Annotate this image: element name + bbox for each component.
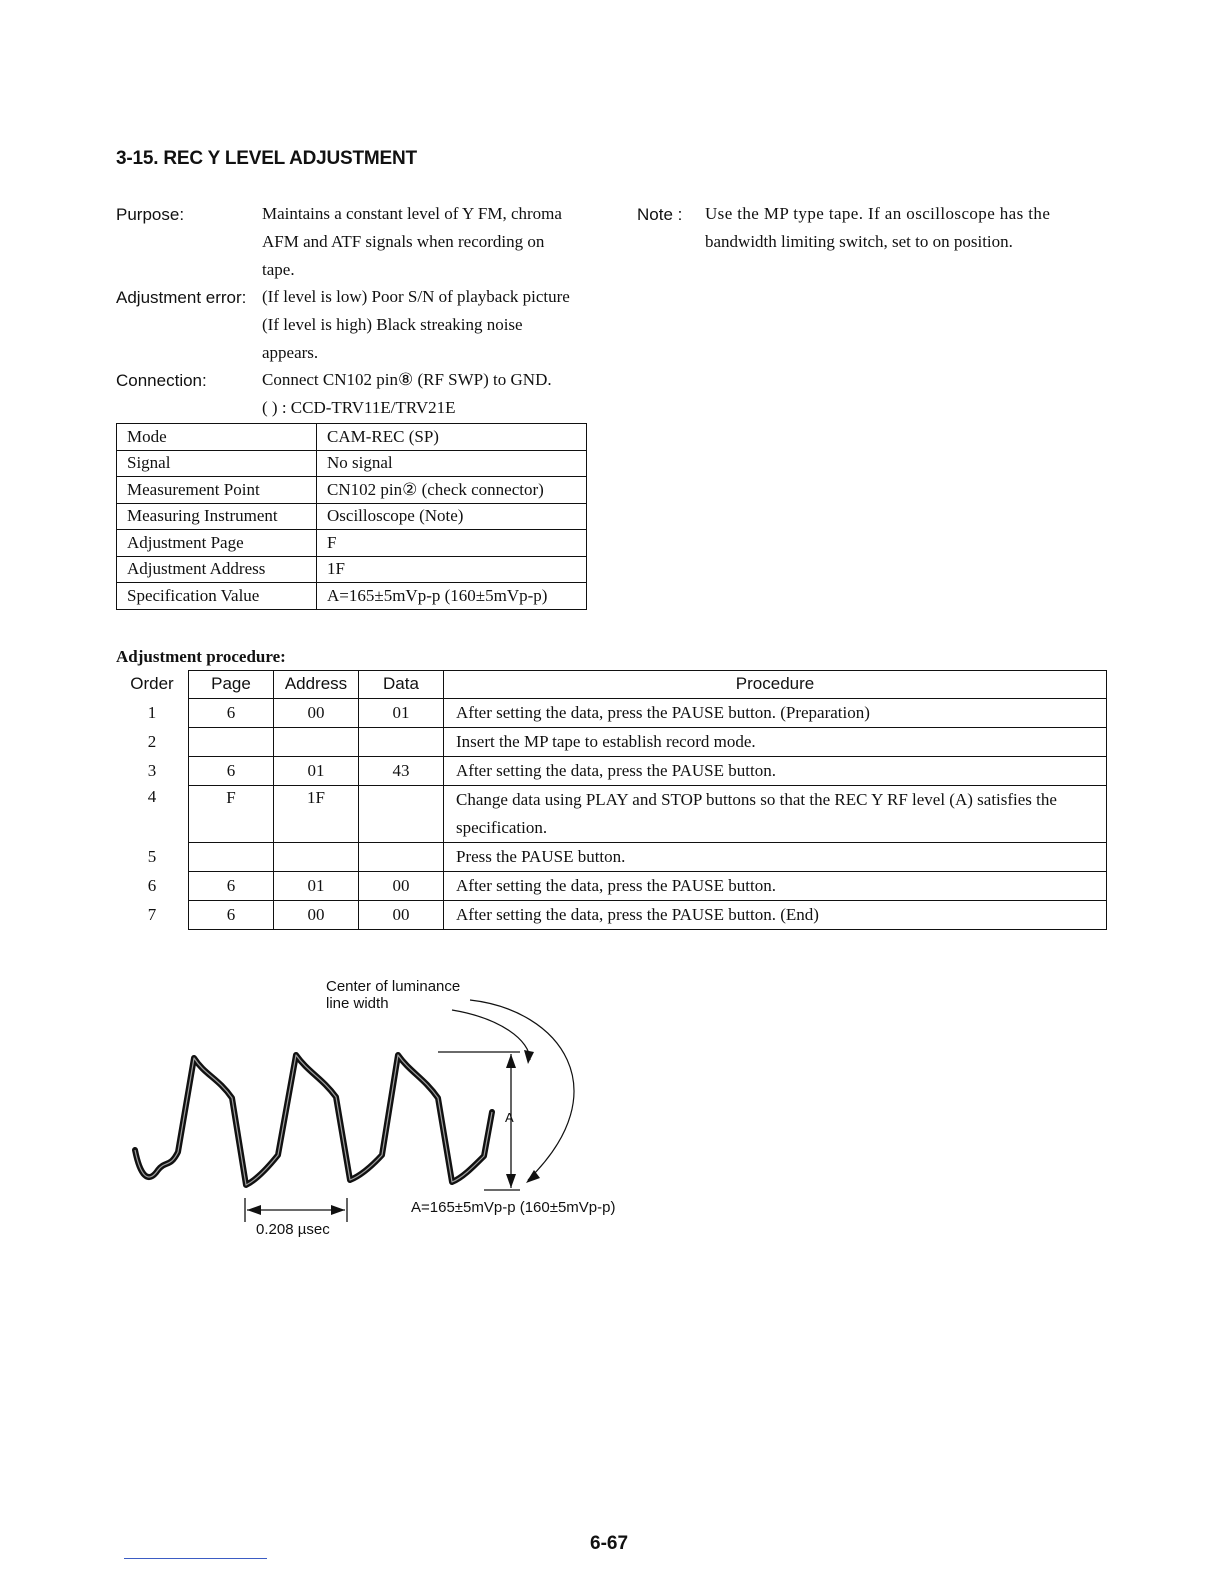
cell-order: 5: [147, 846, 157, 866]
note-line: bandwidth limiting switch, set to on position.: [705, 232, 1013, 251]
spec-value: 1F: [317, 556, 587, 583]
cell-procedure: Insert the MP tape to establish record mode.: [444, 727, 1107, 756]
a-arrow-down: [506, 1174, 516, 1188]
spec-value-label: A=165±5mVp-p (160±5mVp-p): [411, 1199, 616, 1216]
note-line: Use the MP type tape. If an oscilloscope has the: [705, 204, 1051, 223]
cell-order: 7: [147, 904, 157, 924]
cell-order: 3: [147, 760, 157, 780]
spec-key: Adjustment Page: [117, 530, 317, 557]
spec-key: Specification Value: [117, 583, 317, 610]
spec-value: CN102 pin② (check connector): [317, 477, 587, 504]
cell-data: 00: [359, 871, 444, 900]
header-page: Page: [189, 671, 274, 699]
connection-label: Connection:: [116, 371, 207, 390]
section-heading: 3-15. REC Y LEVEL ADJUSTMENT: [116, 148, 417, 169]
time-arrow-left: [247, 1205, 261, 1215]
header-procedure: Procedure: [444, 671, 1107, 699]
spec-value: No signal: [317, 450, 587, 477]
header-address: Address: [274, 671, 359, 699]
cell-procedure: After setting the data, press the PAUSE button. (Preparation): [444, 698, 1107, 727]
cell-address: 00: [274, 900, 359, 929]
spec-value: CAM-REC (SP): [317, 424, 587, 451]
adjustment-error-label: Adjustment error:: [116, 288, 247, 307]
cell-page: F: [189, 785, 274, 842]
purpose-line: AFM and ATF signals when recording on: [262, 232, 545, 251]
cell-page: 6: [189, 698, 274, 727]
cell-page: 6: [189, 756, 274, 785]
adjustment-error-line: appears.: [262, 343, 319, 362]
cell-page: 6: [189, 900, 274, 929]
header-order: Order: [130, 674, 174, 694]
connection-line: Connect CN102 pin⑧ (RF SWP) to GND.: [262, 370, 552, 389]
adjustment-error-line: (If level is high) Black streaking noise: [262, 315, 523, 334]
callout-arrow-upper: [524, 1050, 534, 1064]
a-arrow-up: [506, 1054, 516, 1068]
callout-arrow-lower: [526, 1170, 540, 1183]
cell-address: 01: [274, 871, 359, 900]
spec-value: A=165±5mVp-p (160±5mVp-p): [317, 583, 587, 610]
page-number: 6-67: [590, 1533, 629, 1554]
purpose-label: Purpose:: [116, 205, 185, 224]
cell-order: 1: [147, 702, 157, 722]
cell-data: 00: [359, 900, 444, 929]
cell-data: 01: [359, 698, 444, 727]
cell-address: 00: [274, 698, 359, 727]
spec-key: Signal: [117, 450, 317, 477]
procedure-line: specification.: [456, 817, 548, 837]
cell-page: 6: [189, 871, 274, 900]
procedure-line: Change data using PLAY and STOP buttons so that the REC Y RF level (A) satisfies the: [456, 789, 1057, 809]
center-label-line: Center of luminance: [326, 978, 461, 995]
waveform-trace: [135, 1055, 492, 1185]
center-label-line: line width: [326, 995, 389, 1012]
spec-value: F: [317, 530, 587, 557]
cell-order: 6: [147, 875, 157, 895]
center-luminance-label: [326, 978, 460, 1012]
footer-divider: [124, 1558, 267, 1559]
cell-procedure: Press the PAUSE button.: [444, 842, 1107, 871]
spec-key: Measurement Point: [117, 477, 317, 504]
a-label: A: [505, 1110, 514, 1125]
time-arrow-right: [331, 1205, 345, 1215]
cell-address: 01: [274, 756, 359, 785]
note-label: Note :: [637, 205, 683, 224]
cell-order: 2: [147, 731, 157, 751]
spec-key: Adjustment Address: [117, 556, 317, 583]
spec-value: Oscilloscope (Note): [317, 503, 587, 530]
spec-key: Measuring Instrument: [117, 503, 317, 530]
time-label: 0.208 µsec: [256, 1221, 330, 1238]
cell-data: 43: [359, 756, 444, 785]
procedure-title: Adjustment procedure:: [116, 647, 286, 666]
purpose-line: Maintains a constant level of Y FM, chroma: [262, 204, 562, 223]
cell-procedure: After setting the data, press the PAUSE button.: [444, 756, 1107, 785]
adjustment-error-line: (If level is low) Poor S/N of playback picture: [262, 287, 570, 306]
spec-key: Mode: [117, 424, 317, 451]
purpose-line: tape.: [262, 260, 295, 279]
cell-procedure: After setting the data, press the PAUSE button. (End): [444, 900, 1107, 929]
cell-procedure: After setting the data, press the PAUSE button.: [444, 871, 1107, 900]
header-data: Data: [359, 671, 444, 699]
cell-order: 4: [147, 787, 157, 806]
connection-line: ( ) : CCD-TRV11E/TRV21E: [262, 398, 456, 417]
cell-address: 1F: [274, 785, 359, 842]
